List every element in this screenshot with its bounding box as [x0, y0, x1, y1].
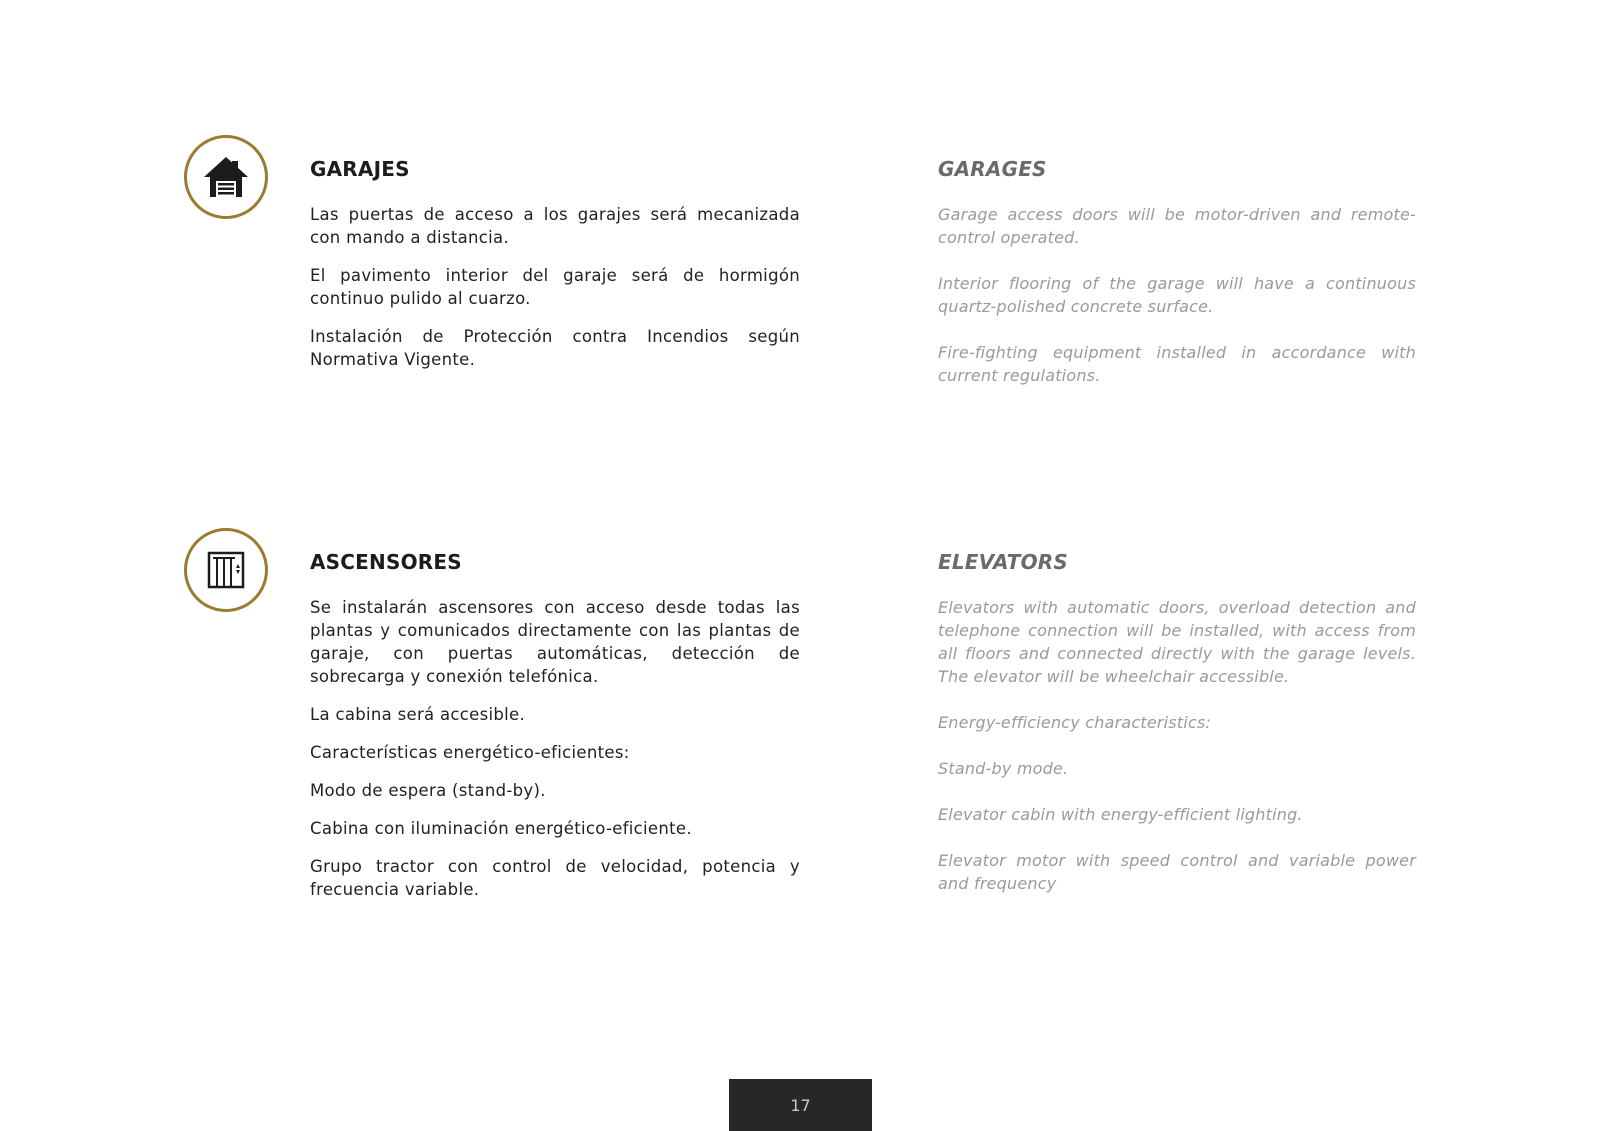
elevator-icon	[206, 550, 246, 590]
paragraph: Elevator cabin with energy-efficient lighting.	[938, 805, 1303, 824]
paragraph: Grupo tractor con control de velocidad, potencia y frecuencia variable.	[310, 857, 800, 899]
paragraph: La cabina será accesible.	[310, 705, 526, 724]
paragraph: Características energético-eficientes:	[310, 743, 630, 762]
paragraph: Garage access doors will be motor-driven and remote-control operated.	[938, 205, 1416, 247]
section-title: GARAGES	[938, 157, 1047, 181]
paragraph: Cabina con iluminación energético-eficiente.	[310, 819, 692, 838]
paragraph: Energy-efficiency characteristics:	[938, 713, 1212, 732]
section-title: GARAJES	[310, 157, 410, 181]
garages-english-column	[938, 157, 1416, 410]
page-number: 17	[729, 1079, 872, 1131]
paragraph: Instalación de Protección contra Incendios según Normativa Vigente.	[310, 327, 800, 369]
garage-house-icon	[202, 155, 250, 199]
paragraph: Elevators with automatic doors, overload detection and telephone connection will be installed, with access from all floors and connected directly with the garage levels. The elevator will be wheelchair accessible.	[938, 598, 1416, 686]
paragraph: El pavimento interior del garaje será de hormigón continuo pulido al cuarzo.	[310, 266, 800, 308]
paragraph: Se instalarán ascensores con acceso desde todas las plantas y comunicados directamente con las plantas de garaje, con puertas automáticas, detección de sobrecarga y conexión telefónica.	[310, 598, 800, 686]
paragraph: Stand-by mode.	[938, 759, 1069, 778]
elevators-english-column	[938, 550, 1416, 918]
garages-spanish-column	[310, 157, 800, 386]
section-title: ASCENSORES	[310, 550, 462, 574]
paragraph: Fire-fighting equipment installed in accordance with current regulations.	[938, 343, 1416, 385]
paragraph: Modo de espera (stand-by).	[310, 781, 546, 800]
section-title: ELEVATORS	[938, 550, 1069, 574]
elevators-spanish-column	[310, 550, 800, 916]
garage-icon-badge	[184, 135, 268, 219]
elevator-icon-badge	[184, 528, 268, 612]
paragraph: Las puertas de acceso a los garajes será mecanizada con mando a distancia.	[310, 205, 800, 247]
paragraph: Interior flooring of the garage will have a continuous quartz-polished concrete surface.	[938, 274, 1416, 316]
paragraph: Elevator motor with speed control and variable power and frequency	[938, 851, 1416, 893]
